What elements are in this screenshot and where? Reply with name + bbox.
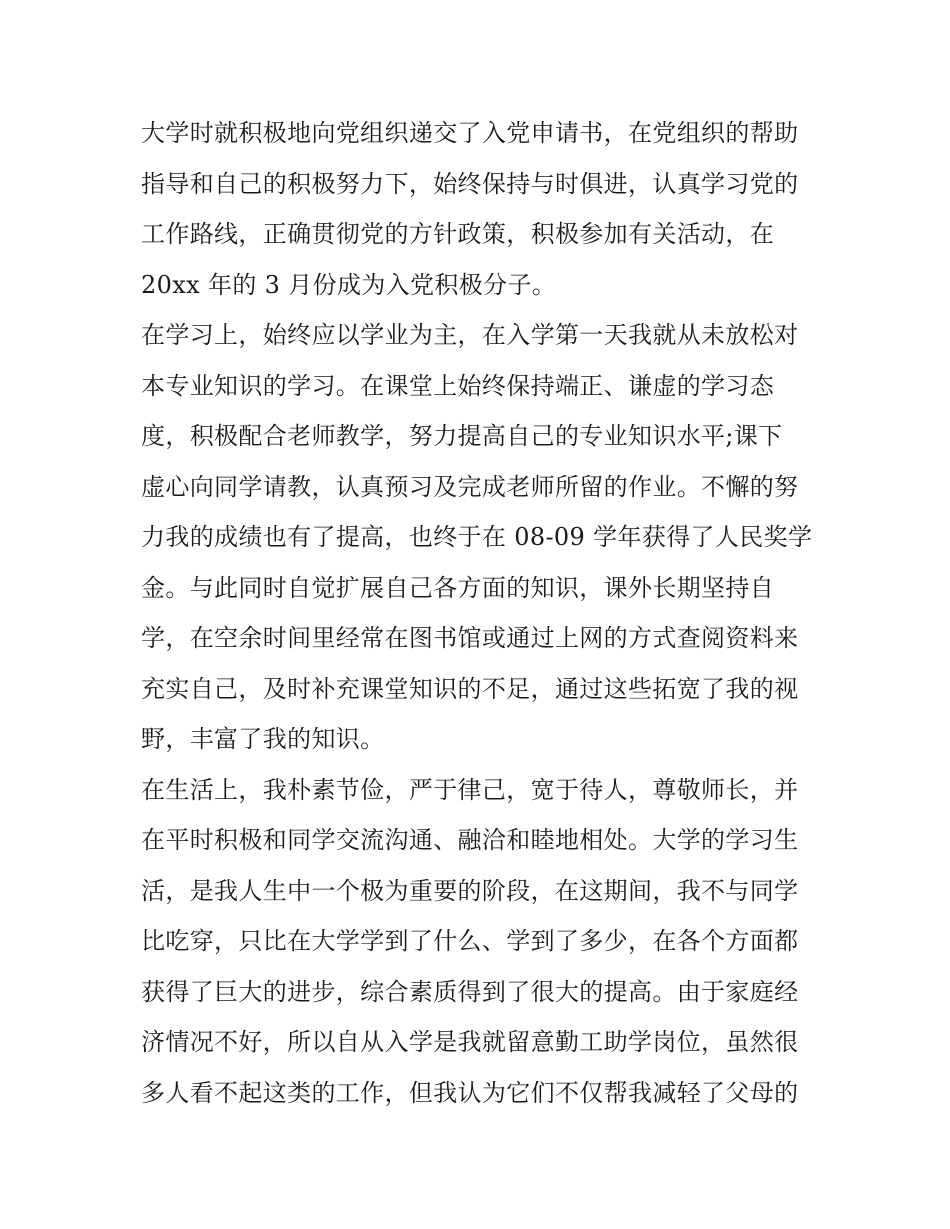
text-line: 指导和自己的积极努力下，始终保持与时俱进，认真学习党的 (141, 169, 799, 198)
text-line: 活，是我人生中一个极为重要的阶段，在这期间，我不与同学 (141, 876, 799, 905)
text-line: 在学习上，始终应以学业为主，在入学第一天我就从未放松对 (141, 321, 799, 349)
text-line: 济情况不好，所以自从入学是我就留意勤工助学岗位，虽然很 (141, 1028, 799, 1056)
text-line: 比吃穿，只比在大学学到了什么、学到了多少，在各个方面都 (141, 927, 799, 955)
text-line: 多人看不起这类的工作，但我认为它们不仅帮我减轻了父母的 (141, 1078, 799, 1107)
text-line: 本专业知识的学习。在课堂上始终保持端正、谦虚的学习态 (141, 371, 775, 400)
text-line: 20xx 年的 3 月份成为入党积极分子。 (141, 270, 557, 299)
text-line: 金。与此同时自觉扩展自己各方面的知识，课外长期坚持自 (141, 573, 775, 602)
text-line: 大学时就积极地向党组织递交了入党申请书，在党组织的帮助 (141, 119, 799, 147)
text-line: 在生活上，我朴素节俭，严于律己，宽于待人，尊敬师长，并 (141, 775, 799, 804)
text-line: 学，在空余时间里经常在图书馆或通过上网的方式查阅资料来 (141, 624, 799, 652)
text-line: 获得了巨大的进步，综合素质得到了很大的提高。由于家庭经 (141, 977, 799, 1006)
text-line: 力我的成绩也有了提高，也终于在 08-09 学年获得了人民奖学 (141, 523, 813, 551)
text-line: 在平时积极和同学交流沟通、融洽和睦地相处。大学的学习生 (141, 826, 799, 854)
text-line: 充实自己，及时补充课堂知识的不足，通过这些拓宽了我的视 (141, 674, 799, 703)
document-body (141, 108, 821, 1118)
text-line: 虚心向同学请教，认真预习及完成老师所留的作业。不懈的努 (141, 472, 799, 501)
text-line: 工作路线，正确贯彻党的方针政策，积极参加有关活动，在 (141, 220, 775, 248)
text-line: 野，丰富了我的知识。 (141, 725, 385, 753)
text-line: 度，积极配合老师教学，努力提高自己的专业知识水平;课下 (141, 422, 783, 450)
